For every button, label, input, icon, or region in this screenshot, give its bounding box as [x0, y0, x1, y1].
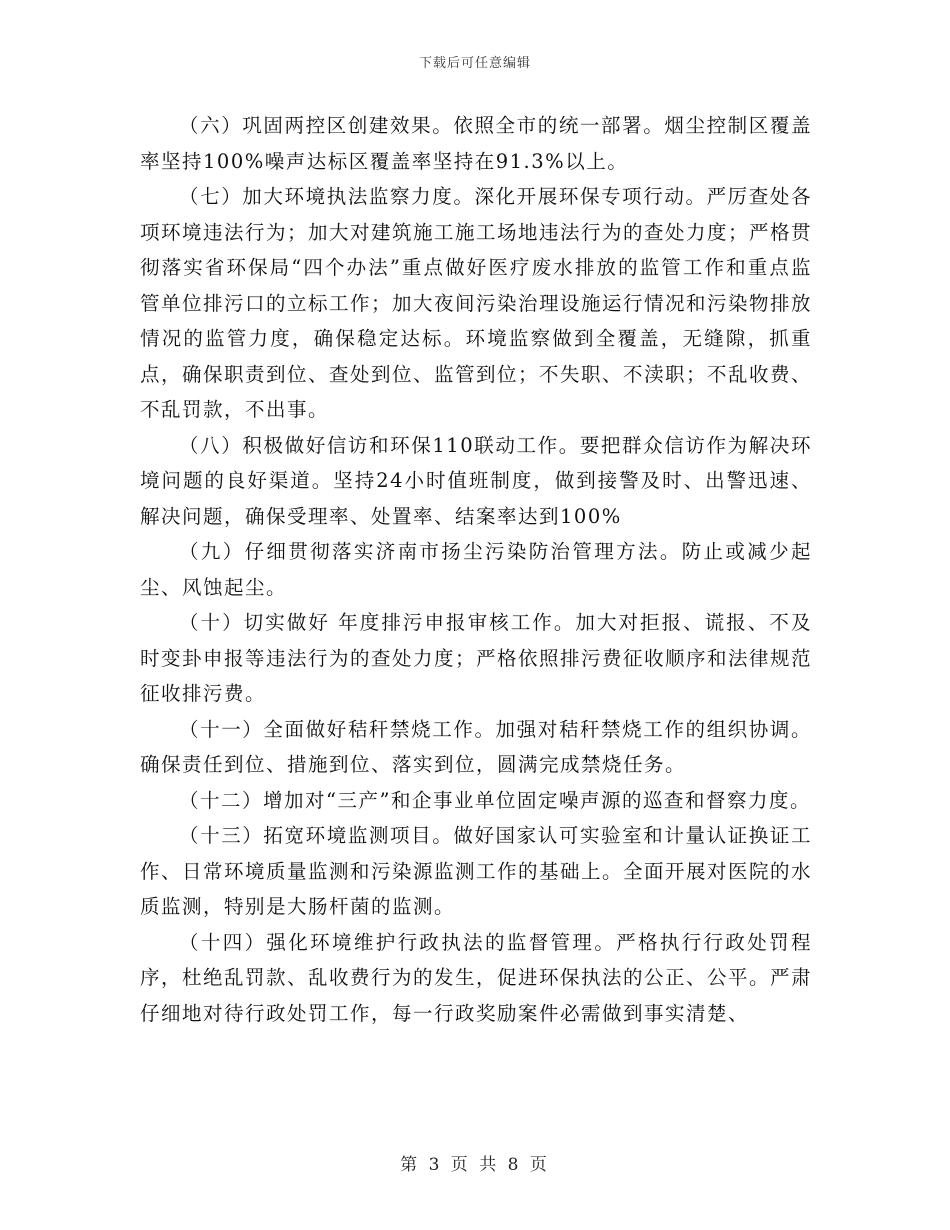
- paragraph-8: （八）积极做好信访和环保110联动工作。要把群众信访作为解决环境问题的良好渠道。坚持24小时值班制度，做到接警及时、出警迅速、解决问题，确保受理率、处置率、结案率达到100%: [140, 433, 812, 528]
- paragraph-10: （十）切实做好 年度排污申报审核工作。加大对拒报、谎报、不及时变卦申报等违法行为的查处力度；严格依照排污费征收顺序和法律规范征收排污费。: [140, 611, 813, 705]
- document-body: [140, 108, 812, 1031]
- paragraph-12: （十二）增加对“三产”和企事业单位固定噪声源的巡查和督察力度。: [179, 788, 811, 812]
- paragraph-14: （十四）强化环境维护行政执法的监督管理。严格执行行政处罚程序，杜绝乱罚款、乱收费行为的发生，促进环保执法的公正、公平。严肃仔细地对待行政处罚工作，每一行政奖励案件必需做到事实清楚、: [140, 930, 813, 1025]
- paragraph-13: （十三）拓宽环境监测项目。做好国家认可实验室和计量认证换证工作、日常环境质量监测和污染源监测工作的基础上。全面开展对医院的水质监测，特别是大肠杆菌的监测。: [140, 824, 813, 918]
- page-header: 下载后可任意编辑: [418, 56, 531, 71]
- page-number-footer: 第 3 页 共 8 页: [400, 1155, 550, 1175]
- paragraph-11: （十一）全面做好秸秆禁烧工作。加强对秸秆禁烧工作的组织协调。确保责任到位、措施到位、落实到位，圆满完成禁烧任务。: [140, 717, 812, 776]
- paragraph-7: （七）加大环境执法监察力度。深化开展环保专项行动。严厉查处各项环境违法行为；加大对建筑施工施工场地违法行为的查处力度；严格贯彻落实省环保局“四个办法”重点做好医疗废水排放的监管工作和重点监管单位排污口的立标工作；加大夜间污染治理设施运行情况和污染物排放情况的监管力度，确保稳定达标。环境监察做到全覆盖，无缝隙，抓重点，确保职责到位、查处到位、监管到位；不失职、不渎职；不乱收费、不乱罚款，不出事。: [140, 185, 813, 421]
- paragraph-6: （六）巩固两控区创建效果。依照全市的统一部署。烟尘控制区覆盖率坚持100%噪声达标区覆盖率坚持在91.3%以上。: [140, 114, 812, 173]
- paragraph-9: （九）仔细贯彻落实济南市扬尘污染防治管理方法。防止或减少起尘、风蚀起尘。: [140, 540, 812, 599]
